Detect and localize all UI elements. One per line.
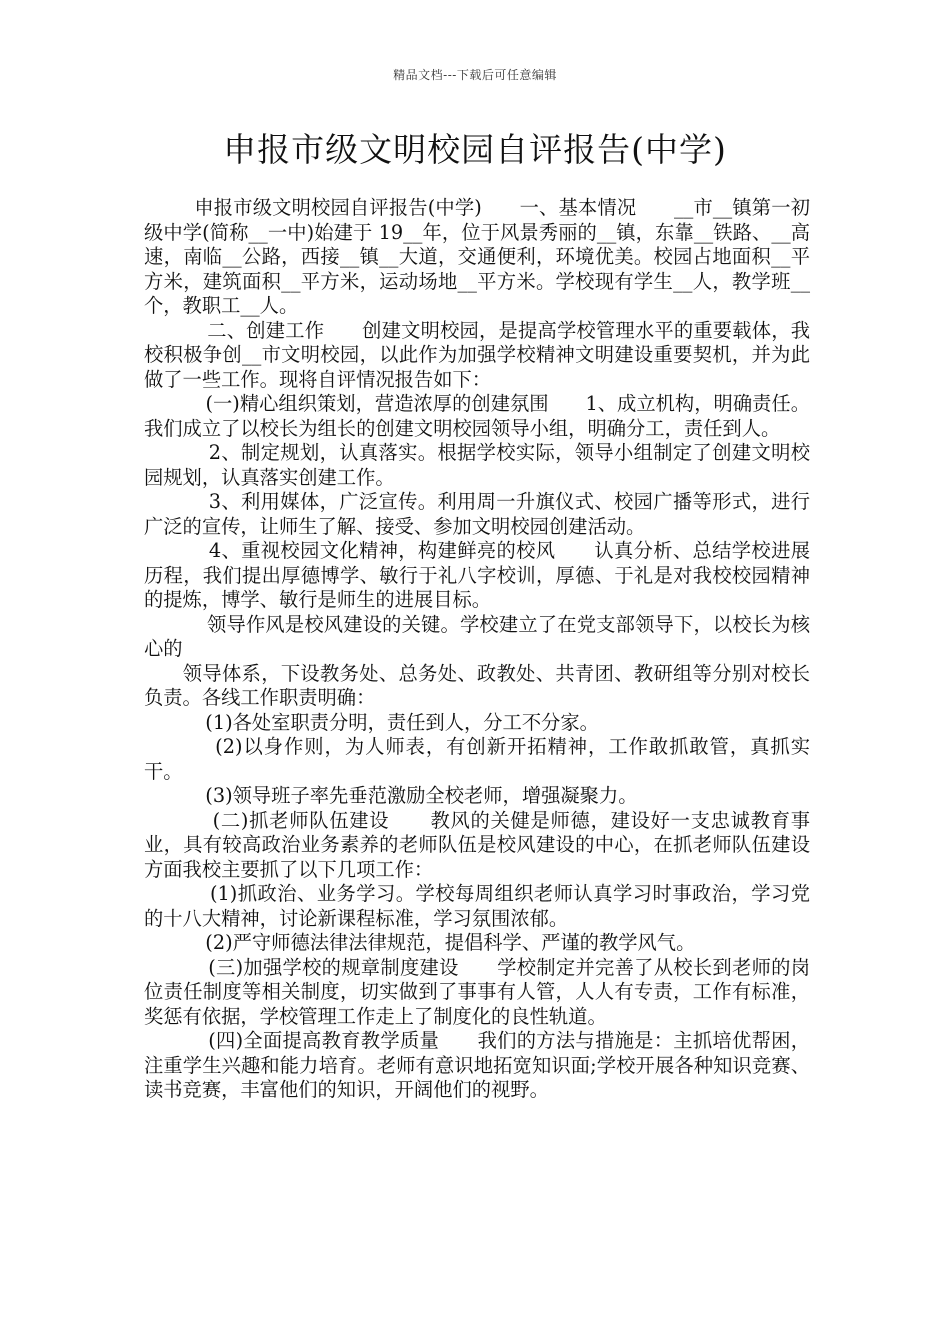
paragraph-campus-culture: 4、重视校园文化精神，构建鲜亮的校风 认真分析、总结学校进展历程，我们提出厚德博学、敏行于礼八字校训，厚德、于礼是对我校校园精神的提炼，博学、敏行是师生的进展目标。 bbox=[144, 539, 810, 611]
paragraph-creation-work: 二、创建工作 创建文明校园，是提高学校管理水平的重要载体，我校积极争创__市文明校园，以此作为加强学校精神文明建设重要契机，并为此做了一些工作。现将自评情况报告如下： bbox=[144, 318, 810, 391]
paragraph-rules-system: (三)加强学校的规章制度建设 学校制定并完善了从校长到老师的岗位责任制度等相关制度，切实做到了事事有人管，人人有专责，工作有标准，奖惩有依据，学校管理工作走上了制度化的良性轨道。 bbox=[144, 955, 810, 1028]
paragraph-leadership-style: 领导作风是校风建设的关键。学校建立了在党支部领导下，以校长为核心的 bbox=[144, 612, 811, 660]
paragraph-leadership-system: 领导体系，下设教务处、总务处、政教处、共青团、教研组等分别对校长负责。各线工作职责明确： bbox=[144, 661, 810, 709]
paragraph-duty-2: (2)以身作则，为人师表，有创新开拓精神，工作敢抓敢管，真抓实干。 bbox=[144, 735, 810, 783]
paragraph-teaching-quality: (四)全面提高教育教学质量 我们的方法与措施是：主抓培优帮困，注重学生兴趣和能力培育。老师有意识地拓宽知识面;学校开展各种知识竞赛、读书竞赛，丰富他们的知识，开阔他们的视野。 bbox=[144, 1029, 810, 1101]
paragraph-teacher-ethics: (2)严守师德法律法律规范，提倡科学、严谨的教学风气。 bbox=[144, 931, 696, 954]
paragraph-make-plan: 2、制定规划，认真落实。根据学校实际，领导小组制定了创建文明校园规划，认真落实创建工作。 bbox=[144, 441, 810, 489]
paragraph-basic-info: 申报市级文明校园自评报告(中学) 一、基本情况 __市__镇第一初级中学(简称__一中)始建于 19__年，位于风景秀丽的__镇，东靠__铁路、__高速，南临__公路，西接__镇__大道，交通便利，环境优美。校园占地面积__平方米，建筑面积__平方米，运动场地__平方米。学校现有学生__人，教学班__个，教职工__人。 bbox=[144, 196, 810, 317]
page-header-note: 精品文档---下载后可任意编辑 bbox=[393, 68, 557, 82]
paragraph-duty-3: (3)领导班子率先垂范激励全校老师，增强凝聚力。 bbox=[144, 784, 638, 807]
paragraph-teacher-study: (1)抓政治、业务学习。学校每周组织老师认真学习时事政治，学习党的十八大精神，讨论新课程标准，学习氛围浓郁。 bbox=[144, 882, 810, 930]
paragraph-organize-plan: (一)精心组织策划，营造浓厚的创建氛围 1、成立机构，明确责任。我们成立了以校长为组长的创建文明校园领导小组，明确分工，责任到人。 bbox=[144, 392, 810, 440]
document-body bbox=[144, 196, 810, 1103]
document-title: 申报市级文明校园自评报告(中学) bbox=[223, 130, 727, 169]
paragraph-duty-1: (1)各处室职责分明，责任到人，分工不分家。 bbox=[144, 710, 599, 734]
paragraph-teacher-team: (二)抓老师队伍建设 教风的关健是师德，建设好一支忠诚教育事业，具有较高政治业务素养的老师队伍是校风建设的中心，在抓老师队伍建设方面我校主要抓了以下几项工作： bbox=[144, 808, 810, 881]
paragraph-use-media: 3、利用媒体，广泛宣传。利用周一升旗仪式、校园广播等形式，进行广泛的宣传，让师生了解、接受、参加文明校园创建活动。 bbox=[144, 490, 810, 538]
